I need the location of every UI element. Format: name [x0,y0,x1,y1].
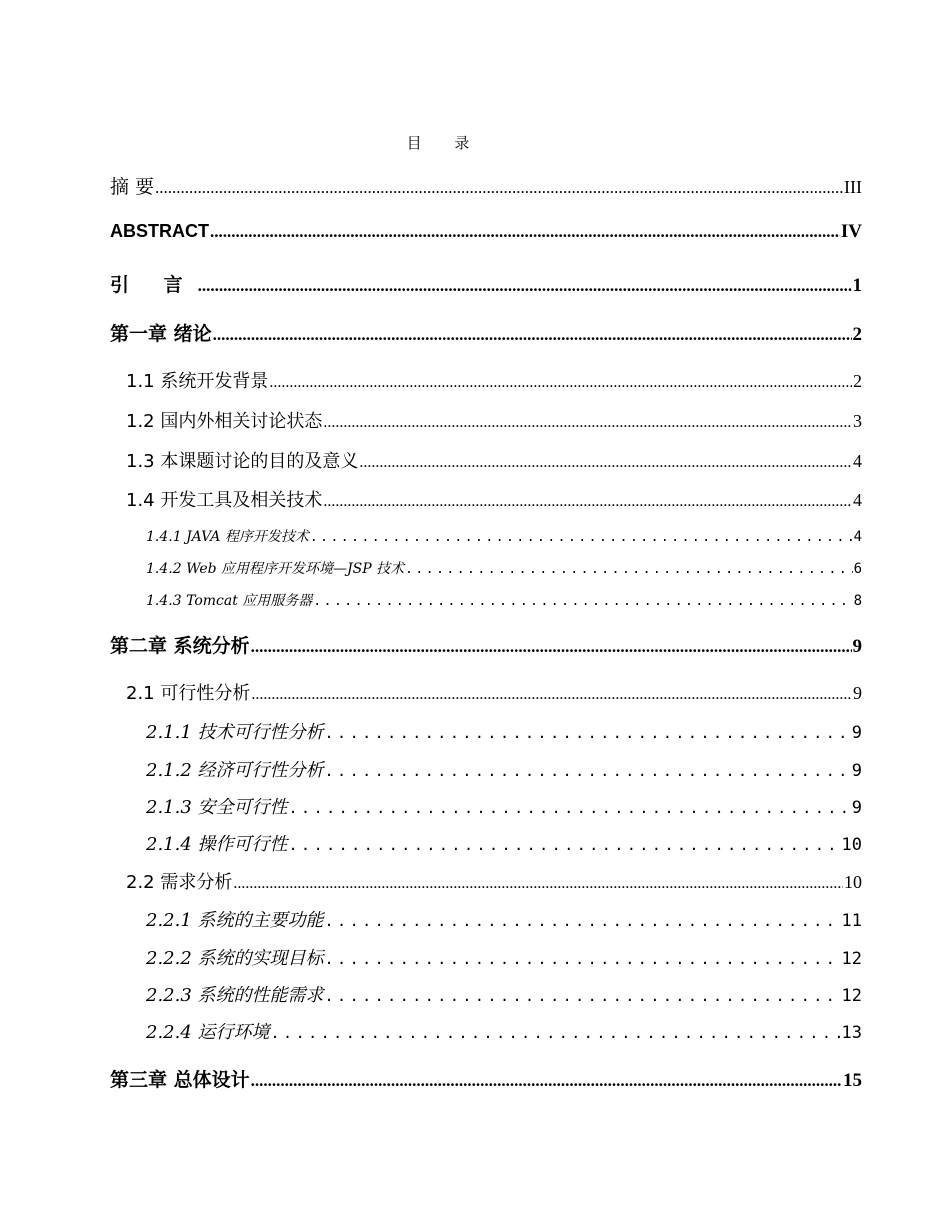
toc-entry-1-4-2[interactable] [110,558,862,578]
toc-leader-dots [325,912,841,930]
toc-leader-dots [233,875,843,893]
toc-leader-dots [289,836,841,854]
toc-entry-label: 1.3 本课题讨论的目的及意义 [126,451,359,472]
toc-entry-1-4-1[interactable] [110,526,862,546]
toc-leader-dots [213,325,852,345]
toc-entry-1-4-3[interactable] [110,590,862,610]
toc-page-number: 4 [853,490,862,510]
toc-leader-dots [251,637,852,657]
toc-page-number: 9 [851,723,862,743]
toc-leader-dots [155,178,843,198]
toc-leader-dots [251,1071,842,1091]
toc-page-number: 3 [853,411,862,431]
toc-leader-dots [325,762,851,780]
toc-leader-dots [251,686,852,704]
toc-entry-label: 2.2.4 运行环境 [146,1022,270,1043]
toc-leader-dots [323,493,852,511]
toc-page-number: 2 [853,371,862,391]
toc-entry-label: 1.1 系统开发背景 [126,371,269,392]
toc-entry-introduction[interactable] [110,270,862,297]
toc-entry-label: 2.1.3 安全可行性 [146,797,288,818]
toc-page-number: 10 [844,872,862,892]
toc-entry-2-1-4[interactable] [110,830,862,856]
toc-entry-label: 2.1 可行性分析 [126,683,251,704]
toc-page-number: 4 [853,451,862,471]
toc-page-number: 4 [853,529,862,545]
toc-entry-2-2-3[interactable] [110,981,862,1007]
toc-page-number: 12 [841,986,862,1006]
toc-entry-2-2-4[interactable] [110,1018,862,1044]
toc-leader-dots [325,987,841,1005]
toc-entry-label: 第二章 系统分析 [110,635,250,657]
toc-entry-chapter-2[interactable] [110,631,862,658]
toc-leader-dots [405,562,852,577]
toc-entry-label: 2.2.2 系统的实现目标 [146,948,324,969]
toc-entry-2-1-2[interactable] [110,756,862,782]
toc-page-number: 15 [843,1070,862,1091]
toc-entry-label: 1.4.1 JAVA 程序开发技术 [146,529,309,545]
toc-entry-label: 第一章 绪论 [110,323,212,345]
toc-page-number: 9 [851,761,862,781]
toc-entry-2-2-1[interactable] [110,906,862,932]
toc-entry-2-2-2[interactable] [110,944,862,970]
toc-entry-label: 1.2 国内外相关讨论状态 [126,411,323,432]
toc-leader-dots [310,530,853,545]
toc-page-number: 2 [852,324,862,345]
toc-leader-dots [313,594,852,609]
toc-entry-chapter-3[interactable] [110,1065,862,1092]
toc-leader-dots [210,222,840,242]
toc-entry-1-3[interactable] [110,447,862,473]
toc-entry-abstract-en[interactable] [110,221,862,243]
toc-page-number: III [844,177,862,197]
toc-page-number: 9 [852,636,862,657]
toc-entry-label: 1.4 开发工具及相关技术 [126,490,323,511]
toc-entry-1-2[interactable] [110,407,862,433]
toc-entry-label: 摘 要 [110,176,155,198]
toc-entry-label: 1.4.3 Tomcat 应用服务器 [146,593,313,609]
toc-page-number: 8 [853,593,862,609]
toc-page-number: 6 [853,561,862,577]
toc-page-number: 11 [841,911,862,931]
toc-leader-dots [323,414,852,432]
toc-entry-1-4[interactable] [110,486,862,512]
toc-entry-2-1-3[interactable] [110,793,862,819]
toc-entry-label: ABSTRACT [110,221,209,241]
toc-entry-label: 第三章 总体设计 [110,1069,250,1091]
toc-page-number: 10 [841,835,862,855]
toc-entry-1-1[interactable] [110,367,862,393]
toc-leader-dots [289,799,851,817]
toc-page-number: 13 [841,1023,862,1043]
toc-leader-dots [198,276,852,296]
toc-page-number: 1 [852,275,862,296]
toc-leader-dots [325,724,851,742]
toc-entry-label: 2.1.1 技术可行性分析 [146,722,324,743]
toc-title: 目 录 [406,134,484,152]
toc-entry-label: 2.2.1 系统的主要功能 [146,910,324,931]
toc-entry-label: 2.2.3 系统的性能需求 [146,985,324,1006]
toc-entry-label: 2.2 需求分析 [126,872,233,893]
toc-entry-label: 引 言 [110,274,197,296]
toc-page-number: 9 [853,683,862,703]
toc-entry-chapter-1[interactable] [110,319,862,346]
toc-entry-2-1-1[interactable] [110,718,862,744]
toc-entry-label: 2.1.2 经济可行性分析 [146,760,324,781]
toc-entry-label: 2.1.4 操作可行性 [146,834,288,855]
toc-page-number: IV [840,221,862,242]
toc-page-number: 9 [851,798,862,818]
toc-entry-2-2[interactable] [110,868,862,894]
toc-leader-dots [269,374,852,392]
toc-entry-abstract-cn[interactable] [110,172,862,199]
toc-leader-dots [359,454,852,472]
toc-page-number: 12 [841,949,862,969]
toc-leader-dots [325,950,841,968]
toc-leader-dots [271,1024,841,1042]
toc-entry-2-1[interactable] [110,679,862,705]
toc-entry-label: 1.4.2 Web 应用程序开发环境—JSP 技术 [146,561,405,577]
